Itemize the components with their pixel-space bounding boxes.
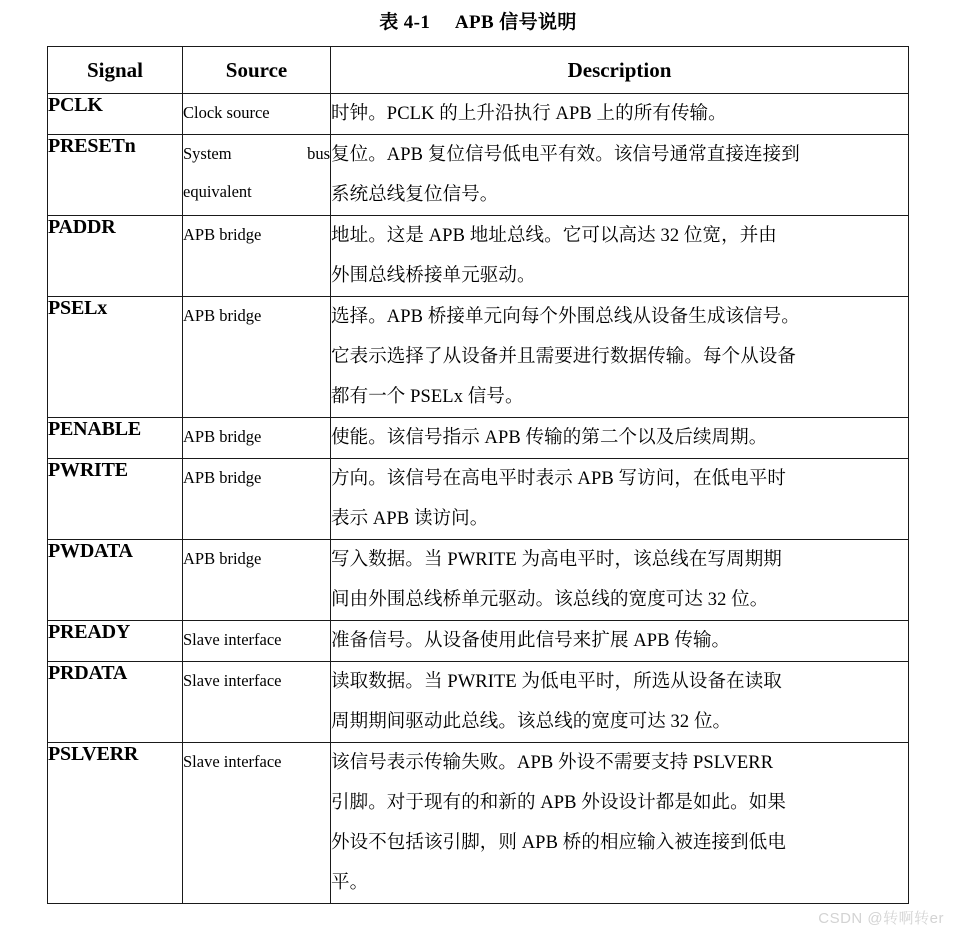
description-line: 使能。该信号指示 APB 传输的第二个以及后续周期。 <box>331 428 768 448</box>
description-line: 外围总线桥接单元驱动。 <box>331 266 536 286</box>
description-line: 选择。APB 桥接单元向每个外围总线从设备生成该信号。 <box>331 307 800 327</box>
description-line: 周期期间驱动此总线。该总线的宽度可达 32 位。 <box>331 712 732 732</box>
signal-description-cell <box>331 216 909 297</box>
description-line: 它表示选择了从设备并且需要进行数据传输。每个从设备 <box>331 347 797 367</box>
column-header-description: Description <box>331 47 909 94</box>
table-row <box>48 418 909 459</box>
table-header <box>48 47 909 94</box>
signal-source-cell <box>183 135 331 216</box>
source-line: Slave interface <box>183 630 282 649</box>
description-line: 写入数据。当 PWRITE 为高电平时，该总线在写周期期 <box>331 550 782 570</box>
source-line: APB bridge <box>183 427 262 446</box>
signal-source-cell <box>183 459 331 540</box>
description-line: 系统总线复位信号。 <box>331 185 499 205</box>
description-line: 间由外围总线桥单元驱动。该总线的宽度可达 32 位。 <box>331 590 769 610</box>
description-line: 时钟。PCLK 的上升沿执行 APB 上的所有传输。 <box>331 104 727 124</box>
signal-source-cell <box>183 540 331 621</box>
source-line: Slave interface <box>183 671 282 690</box>
table-row <box>48 743 909 904</box>
signal-name-cell: PSELx <box>48 297 183 418</box>
signal-source-cell <box>183 743 331 904</box>
table-row <box>48 216 909 297</box>
signal-source-cell <box>183 94 331 135</box>
signal-source-cell <box>183 662 331 743</box>
signal-source-cell <box>183 216 331 297</box>
source-line: APB bridge <box>183 225 262 244</box>
signal-source-cell <box>183 297 331 418</box>
csdn-watermark: CSDN @转啊转er <box>818 910 944 927</box>
description-line: 准备信号。从设备使用此信号来扩展 APB 传输。 <box>331 631 731 651</box>
signal-source-cell <box>183 418 331 459</box>
signal-name-cell: PRDATA <box>48 662 183 743</box>
signal-description-cell <box>331 662 909 743</box>
signal-description-cell <box>331 94 909 135</box>
description-line: 地址。这是 APB 地址总线。它可以高达 32 位宽，并由 <box>331 226 777 246</box>
table-row <box>48 459 909 540</box>
description-line: 表示 APB 读访问。 <box>331 509 489 529</box>
table-row <box>48 297 909 418</box>
description-line: 都有一个 PSELx 信号。 <box>331 387 524 407</box>
apb-signal-table <box>47 46 909 904</box>
signal-description-cell <box>331 135 909 216</box>
table-row <box>48 135 909 216</box>
column-header-source: Source <box>183 47 331 94</box>
description-line: 方向。该信号在高电平时表示 APB 写访问，在低电平时 <box>331 469 786 489</box>
source-line: APB bridge <box>183 306 262 325</box>
table-row <box>48 94 909 135</box>
signal-name-cell: PCLK <box>48 94 183 135</box>
signal-name-cell: PWDATA <box>48 540 183 621</box>
table-row <box>48 540 909 621</box>
signal-description-cell <box>331 743 909 904</box>
signal-description-cell <box>331 297 909 418</box>
signal-description-cell <box>331 418 909 459</box>
source-line: APB bridge <box>183 468 262 487</box>
description-line: 读取数据。当 PWRITE 为低电平时，所选从设备在读取 <box>331 672 782 692</box>
signal-name-cell: PREADY <box>48 621 183 662</box>
signal-name-cell: PRESETn <box>48 135 183 216</box>
table-row <box>48 662 909 743</box>
source-line: equivalent <box>183 182 252 201</box>
source-line: Slave interface <box>183 752 282 771</box>
description-line: 复位。APB 复位信号低电平有效。该信号通常直接连接到 <box>331 145 800 165</box>
signal-description-cell <box>331 621 909 662</box>
signal-name-cell: PENABLE <box>48 418 183 459</box>
column-header-signal: Signal <box>48 47 183 94</box>
table-row <box>48 621 909 662</box>
description-line: 引脚。对于现有的和新的 APB 外设设计都是如此。如果 <box>331 793 786 813</box>
source-line: System bus <box>183 144 330 163</box>
source-line: APB bridge <box>183 549 262 568</box>
description-line: 平。 <box>331 873 369 893</box>
table-header-row <box>48 47 909 94</box>
signal-name-cell: PSLVERR <box>48 743 183 904</box>
description-line: 该信号表示传输失败。APB 外设不需要支持 PSLVERR <box>331 753 774 773</box>
signal-description-cell <box>331 459 909 540</box>
source-line: Clock source <box>183 103 270 122</box>
signal-name-cell: PWRITE <box>48 459 183 540</box>
signal-description-cell <box>331 540 909 621</box>
apb-signal-table-container <box>47 46 908 904</box>
table-body <box>48 94 909 904</box>
description-line: 外设不包括该引脚，则 APB 桥的相应输入被连接到低电 <box>331 833 786 853</box>
signal-source-cell <box>183 621 331 662</box>
table-caption: 表 4-1 APB 信号说明 <box>379 12 577 33</box>
signal-name-cell: PADDR <box>48 216 183 297</box>
